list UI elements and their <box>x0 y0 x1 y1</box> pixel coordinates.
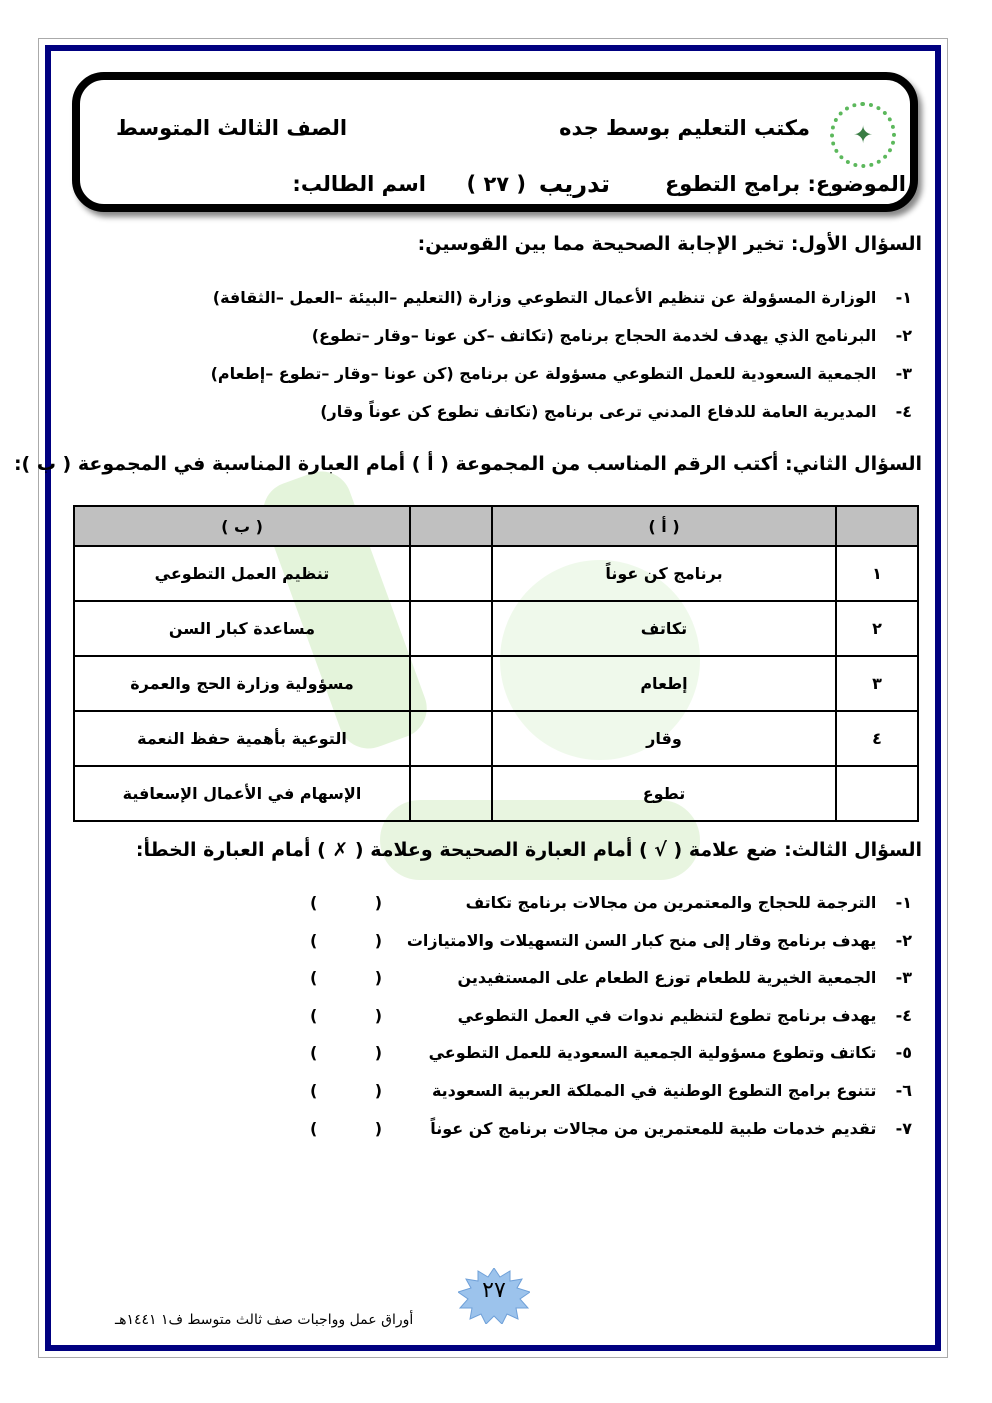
q1-title: السؤال الأول: تخير الإجابة الصحيحة مما بين القوسين: <box>417 233 922 255</box>
header-answer <box>410 506 492 546</box>
ministry-logo-icon: ✦ <box>830 102 896 168</box>
paren-open: ( <box>310 893 318 912</box>
answer-cell[interactable] <box>410 766 492 821</box>
page-number: ٢٧ <box>482 1278 506 1303</box>
q3-item <box>407 931 912 950</box>
q1-item <box>211 364 912 383</box>
paren-open: ( <box>310 930 318 950</box>
row-num <box>836 766 918 821</box>
cell-a: تكاتف <box>492 601 836 656</box>
answer-cell[interactable] <box>410 656 492 711</box>
q1-item <box>213 288 912 307</box>
training-number: ( ٢٧ ) <box>466 172 526 196</box>
table-row <box>74 656 918 711</box>
item-number: ١- <box>895 893 912 912</box>
answer-cell[interactable] <box>410 711 492 766</box>
q3-title: السؤال الثالث: ضع علامة ( √ ) أمام العبارة الصحيحة وعلامة ( ✗ ) أمام العبارة الخطأ: <box>135 839 922 861</box>
q3-item <box>432 1081 912 1100</box>
item-text: يهدف برنامج وقار إلى منح كبار السن التسهيلات والامتيازات <box>406 930 877 950</box>
table-row <box>74 711 918 766</box>
item-number: ٦- <box>895 1081 912 1100</box>
q1-item <box>312 326 912 345</box>
answer-cell[interactable] <box>410 546 492 601</box>
header-col-a: ( أ ) <box>492 506 836 546</box>
cell-b: مساعدة كبار السن <box>74 601 410 656</box>
header-box <box>72 72 918 212</box>
paren-close: ) <box>374 1081 382 1100</box>
cell-a: وقار <box>492 711 836 766</box>
answer-blank[interactable] <box>310 931 382 950</box>
item-number: ٧- <box>895 1118 912 1138</box>
row-num: ١ <box>836 546 918 601</box>
cell-b: الإسهام في الأعمال الإسعافية <box>74 766 410 821</box>
paren-close: ) <box>374 968 382 988</box>
item-number: ٤- <box>895 1005 912 1025</box>
item-text: الجمعية الخيرية للطعام توزع الطعام على المستفيدين <box>457 968 877 988</box>
paren-close: ) <box>374 930 382 950</box>
answer-blank[interactable] <box>310 968 382 987</box>
item-text: تتنوع برامج التطوع الوطنية في المملكة العربية السعودية <box>431 1081 877 1100</box>
item-text: الترجمة للحجاج والمعتمرين من مجالات برنامج تكاتف <box>465 893 877 912</box>
item-number: ١- <box>895 288 912 307</box>
paren-close: ) <box>374 1043 382 1063</box>
office-name: مكتب التعليم بوسط جده <box>559 116 810 140</box>
answer-blank[interactable] <box>310 1006 382 1025</box>
table-row <box>74 546 918 601</box>
student-name-label: اسم الطالب: <box>292 172 426 196</box>
row-num: ٢ <box>836 601 918 656</box>
item-number: ٢- <box>895 326 912 345</box>
cell-a: إطعام <box>492 656 836 711</box>
item-number: ٣- <box>895 968 912 988</box>
q3-item <box>466 893 912 912</box>
cell-b: التوعية بأهمية حفظ النعمة <box>74 711 410 766</box>
cell-a: تطوع <box>492 766 836 821</box>
cell-b: تنظيم العمل التطوعي <box>74 546 410 601</box>
item-number: ٣- <box>895 364 912 383</box>
header-num <box>836 506 918 546</box>
table-row <box>74 766 918 821</box>
item-text: البرنامج الذي يهدف لخدمة الحجاج برنامج (تكاتف –كن عونا –وقار –تطوع) <box>311 326 877 345</box>
paren-open: ( <box>310 1043 318 1063</box>
paren-open: ( <box>310 1118 318 1138</box>
item-number: ٢- <box>895 930 912 950</box>
paren-close: ) <box>374 893 382 912</box>
row-num: ٤ <box>836 711 918 766</box>
paren-close: ) <box>374 1118 382 1138</box>
q2-title: السؤال الثاني: أكتب الرقم المناسب من المجموعة ( أ ) أمام العبارة المناسبة في المجموعة ( ب ): <box>13 453 922 475</box>
table-row <box>74 601 918 656</box>
q1-item <box>320 402 912 421</box>
answer-blank[interactable] <box>310 893 382 912</box>
q3-item <box>429 1043 912 1062</box>
cell-a: برنامج كن عوناً <box>492 546 836 601</box>
item-number: ٤- <box>895 402 912 421</box>
item-text: تكاتف وتطوع مسؤولية الجمعية السعودية للعمل التطوعي <box>428 1043 877 1063</box>
grade-label: الصف الثالث المتوسط <box>116 116 348 140</box>
item-text: الوزارة المسؤولة عن تنظيم الأعمال التطوعي وزارة (التعليم –البيئة –العمل –الثقافة) <box>212 288 877 307</box>
q3-item <box>458 1006 912 1025</box>
item-text: المديرية العامة للدفاع المدني ترعى برنامج (تكاتف تطوع كن عوناً وقار) <box>320 402 877 421</box>
cell-b: مسؤولية وزارة الحج والعمرة <box>74 656 410 711</box>
row-num: ٣ <box>836 656 918 711</box>
item-text: تقديم خدمات طبية للمعتمرين من مجالات برنامج كن عوناً <box>430 1118 877 1138</box>
q3-item <box>457 968 912 987</box>
answer-cell[interactable] <box>410 601 492 656</box>
answer-blank[interactable] <box>310 1119 382 1138</box>
table-header-row <box>74 506 918 546</box>
paren-open: ( <box>310 1081 318 1100</box>
footer-text: أوراق عمل وواجبات صف ثالث متوسط ف١ ١٤٤١هـ <box>115 1312 414 1328</box>
training-label: تدريب <box>538 170 610 198</box>
header-col-b: ( ب ) <box>74 506 410 546</box>
paren-close: ) <box>374 1005 382 1025</box>
item-number: ٥- <box>895 1043 912 1063</box>
answer-blank[interactable] <box>310 1043 382 1062</box>
paren-open: ( <box>310 968 318 988</box>
answer-blank[interactable] <box>310 1081 382 1100</box>
item-text: يهدف برنامج تطوع لتنظيم ندوات في العمل التطوعي <box>457 1005 877 1025</box>
paren-open: ( <box>310 1005 318 1025</box>
q3-item <box>430 1119 912 1138</box>
subject-label: الموضوع: برامج التطوع <box>664 172 906 196</box>
matching-table <box>73 505 919 822</box>
item-text: الجمعية السعودية للعمل التطوعي مسؤولة عن برنامج (كن عونا –وقار –تطوع –إطعام) <box>210 364 877 383</box>
